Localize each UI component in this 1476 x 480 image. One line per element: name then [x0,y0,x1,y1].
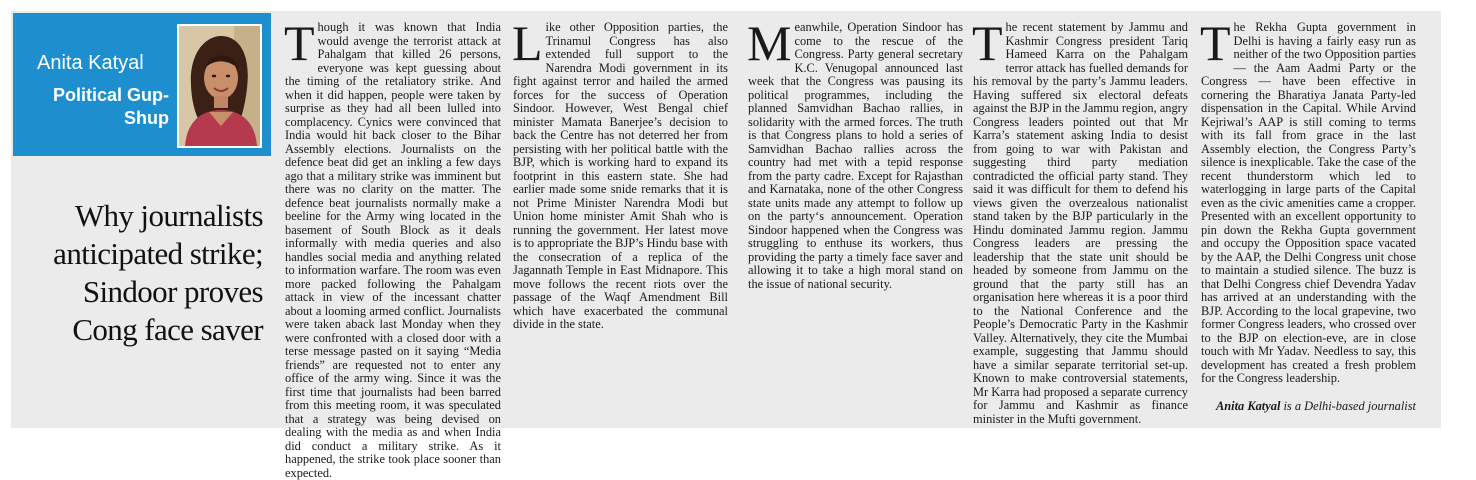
paragraph-text: he Rekha Gupta government in Delhi is having a fairly easy run as neither of the two Opposition parties — the Aam Aadmi Party or the Congress — have been effective in cornering the Bharatiya Janata Party-led dispensation in the Capital. While Arvind Kejriwal’s AAP is still coming to terms with its fall from grace in the last Assembly election, the Congress Party’s silence is inexplicable. Take the case of the recent thunderstorm which led to waterlogging in large parts of the Capital even as the civic amenities came a cropper. Presented with an excellent opportunity to pin down the Rekha Gupta government and occupy the Opposition space vacated by the AAP, the Delhi Congress unit chose to maintain a studied silence. The buzz is that Delhi Congress chief Devendra Yadav has arrived at an understanding with the BJP. According to the local grapevine, two former Congress leaders, who crossed over to the BJP on election-eve, are in close touch with Mr Yadav. Needless to say, this development has created a fresh problem for the Congress leadership. [1201,20,1416,385]
article-headline: Why journalists anticipated strike; Sindoor proves Cong face saver [53,198,263,347]
author-portrait-icon [179,26,260,146]
article-column-3 [747,15,963,291]
article-column-4 [972,15,1188,426]
byline-description: is a Delhi-based journalist [1280,398,1416,413]
column-title: Political Gup-Shup [52,85,169,128]
article-column-5 [1200,15,1416,413]
drop-cap: T [284,15,315,71]
paragraph-text: ike other Opposition parties, the Trinamul Congress has also extended full support to the Narendra Modi government in its fight against terror and hailed the armed forces for the success of Operation Sindoor. However, West Bengal chief minister Mamata Banerjee’s decision to back the Centre has not deterred her from persisting with her political battle with the BJP, which is working hard to expand its footprint in this eastern state. She had earlier made some snide remarks that it is not Prime Minister Narendra Modi but Union home minister Amit Shah who is running the government. Her latest move is to appropriate the BJP’s Hindu base with the consecration of a replica of the Jagannath Temple in East Midnapore. This move follows the recent riots over the passage of the Waqf Amendment Bill which have exacerbated the communal divide in the state. [513,20,728,331]
paragraph-text: hough it was known that India would avenge the terrorist attack at Pahalgam that killed 26 persons, everyone was kept guessing about the timing of the retaliatory strike. And when it did happen, people were taken by surprise as they had all been lulled into complacency. Cynics were convinced that India would hit back closer to the Bihar Assembly elections. Journalists on the defence beat did get an inkling a few days ago that a military strike was imminent but there was no clarity on the matter. The defence beat journalists normally make a beeline for the Army wing located in the basement of South Block as it deals informally with media queries and also handles social media and anything related to information warfare. The room was even more packed following the Pahalgam attack in view of the incessant chatter about a looming armed conflict. Journalists were taken aback last Monday when they were confronted with a closed door with a terse message pasted on it saying “Media friends” are requested not to enter any office of the army wing. Since it was the first time that journalists had been barred from this meeting room, it was speculated that a strategy was being devised on dealing with the media as and when India did conduct a military strike. As it happened, the strike took place sooner than expected. [285,20,501,480]
column-panel [11,11,1441,480]
paragraph-text: he recent statement by Jammu and Kashmir Congress president Tariq Hameed Karra on the Pahalgam terror attack has fuelled demands for his removal by the party’s Jammu leaders. Having suffered six electoral defeats against the BJP in the Jammu region, angry Congress leaders pointed out that Mr Karra’s statement asking India to desist from going to war with Pakistan and suggesting third party mediation contradicted the official party stand. They said it was difficult for them to defend his views given the overzealous nationalist stand taken by the BJP particularly in the Hindu dominated Jammu region. Jammu Congress leaders are pressing the leadership that the state unit should be headed by someone from Jammu on the ground that the party still has an organisation here whereas it is a poor third to the National Conference and the People’s Democratic Party in the Kashmir Valley. Alternatively, they cite the Mumbai example, suggesting that Jammu should have a similar separate territorial set-up. Known to make controversial statements, Mr Karra had proposed a separate currency for Jammu and Kashmir as finance minister in the Mufti government. [973,20,1188,426]
column-masthead-area [11,11,271,428]
paragraph-4 [972,15,1188,426]
author-photo [177,24,262,148]
paragraph-1 [284,15,501,480]
article-column-2 [512,15,728,332]
paragraph-text: eanwhile, Operation Sindoor has come to the rescue of the Congress. Party general secretary K.C. Venugopal announced last week that the Congress was pausing its political programmes, including the planned Samvidhan Bachao rallies, in solidarity with the armed forces. The truth is that Congress plans to hold a series of Samvidhan Bachao rallies across the country had met with a tepid response from the party cadre. Except for Rajasthan and Karnataka, none of the other Congress state units made any attempt to follow up on the party‘s announcement. Operation Sindoor happened when the Congress was struggling to enthuse its workers, thus providing the party a timely face saver and allowing it to take a high moral stand on the issue of national security. [748,20,963,291]
author-name: Anita Katyal [37,52,144,74]
paragraph-5 [1200,15,1416,386]
drop-cap: L [512,15,543,71]
byline-author-name: Anita Katyal [1216,398,1281,413]
article-column-1 [284,15,501,480]
column-header [13,13,271,156]
paragraph-3 [747,15,963,291]
drop-cap: T [972,15,1003,71]
author-byline [1201,400,1416,414]
paragraph-2 [512,15,728,332]
drop-cap: M [747,15,792,71]
drop-cap: T [1200,15,1231,71]
